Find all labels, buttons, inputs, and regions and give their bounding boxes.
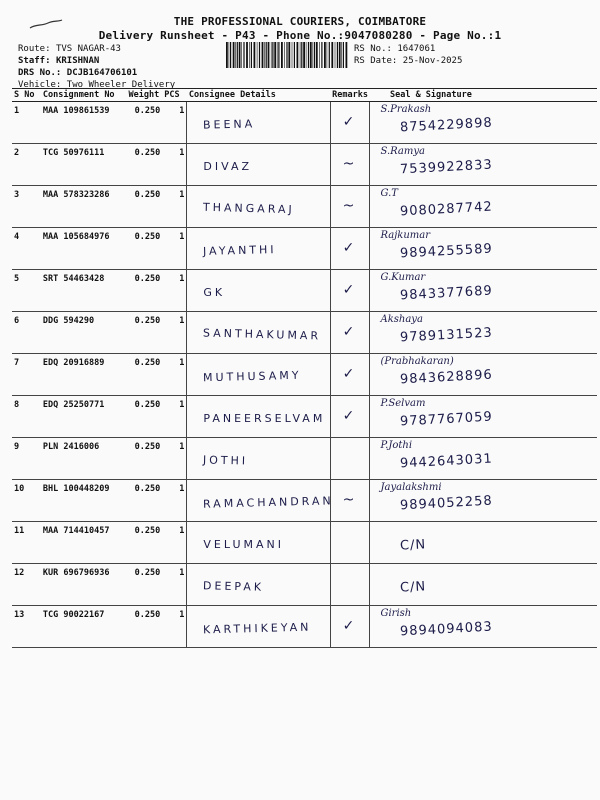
row-remarks-cell: [330, 354, 370, 396]
row-consignee-name: JAYANTHI: [203, 243, 278, 258]
runsheet-subtitle: Delivery Runsheet - P43 - Phone No.:9047080280 - Page No.:1: [98, 29, 502, 42]
barcode-bar: [306, 42, 307, 68]
barcode-bar: [308, 42, 309, 68]
barcode-bar: [316, 42, 318, 68]
barcode-bar: [346, 42, 348, 68]
barcode-bar: [297, 42, 299, 68]
barcode-image: [226, 42, 350, 68]
row-signature-name: S.Prakash: [380, 104, 432, 115]
row-consignment-no: MAA 578323286: [41, 186, 127, 228]
row-signature-phone: 9080287742: [400, 199, 494, 220]
table-row: [12, 270, 597, 312]
barcode-bar: [243, 42, 244, 68]
row-pcs: 1: [162, 228, 187, 270]
row-signature-phone: C/N: [400, 579, 428, 596]
row-consignment-no: MAA 109861539: [41, 102, 127, 144]
row-consignee-cell: [187, 606, 330, 648]
row-signature-name: Akshaya: [380, 314, 423, 325]
row-consignee-name: VELUMANI: [203, 538, 285, 551]
rs-no-value: 1647061: [397, 44, 436, 54]
row-signature-cell: [370, 186, 597, 228]
row-consignee-cell: [187, 396, 330, 438]
row-weight: 0.250: [126, 522, 162, 564]
rs-date-line: RS Date: 25-Nov-2025: [354, 56, 463, 66]
row-consignee-name: JOTHI: [203, 453, 249, 468]
barcode-bar: [278, 42, 279, 68]
row-sno: 7: [12, 354, 41, 396]
table-row: [12, 564, 597, 606]
row-signature-cell: [370, 354, 597, 396]
row-signature-cell: [370, 522, 597, 564]
row-signature-name: P.Jothi: [380, 440, 413, 451]
row-sno: 2: [12, 144, 41, 186]
row-weight: 0.250: [126, 564, 162, 606]
row-remark-mark: ✓: [342, 114, 355, 130]
header-seal-signature: Seal & Signature: [370, 89, 597, 102]
row-consignment-no: MAA 714410457: [41, 522, 127, 564]
row-consignee-name: SANTHAKUMAR: [203, 326, 322, 343]
row-remark-mark: ✓: [342, 618, 355, 634]
barcode-bar: [246, 42, 248, 68]
row-sno: 11: [12, 522, 41, 564]
row-remarks-cell: [330, 186, 370, 228]
row-sno: 8: [12, 396, 41, 438]
row-consignee-cell: [187, 354, 330, 396]
row-weight: 0.250: [126, 438, 162, 480]
row-remarks-cell: [330, 270, 370, 312]
header-consignee: Consignee Details: [187, 89, 330, 102]
row-signature-phone: 9894052258: [400, 493, 494, 514]
barcode-bar: [331, 42, 333, 68]
table-row: [12, 438, 597, 480]
row-signature-cell: [370, 438, 597, 480]
row-signature-name: G.T: [380, 188, 398, 199]
header-consignment: Consignment No: [41, 89, 127, 102]
row-signature-cell: [370, 270, 597, 312]
staff-value: KRISHNAN: [55, 56, 100, 66]
row-consignee-cell: [187, 312, 330, 354]
barcode-bar: [341, 42, 342, 68]
barcode-bar: [254, 42, 256, 68]
barcode-bar: [262, 42, 264, 68]
barcode-bar: [281, 42, 283, 68]
row-signature-phone: 9894255589: [400, 241, 494, 262]
row-pcs: 1: [162, 144, 187, 186]
row-sno: 4: [12, 228, 41, 270]
table-row: [12, 606, 597, 648]
barcode-bar: [251, 42, 252, 68]
row-consignee-cell: [187, 438, 330, 480]
row-remarks-cell: [330, 606, 370, 648]
row-sno: 12: [12, 564, 41, 606]
barcode-bar: [268, 42, 270, 68]
row-pcs: 1: [162, 396, 187, 438]
row-sno: 6: [12, 312, 41, 354]
row-signature-phone: 8754229898: [400, 115, 494, 136]
row-remark-mark: ✓: [342, 324, 355, 340]
barcode-bar: [300, 42, 301, 68]
barcode-bar: [329, 42, 330, 68]
barcode-bar: [226, 42, 228, 68]
row-consignment-no: KUR 696796936: [41, 564, 127, 606]
header-weight: Weight: [126, 89, 162, 102]
row-signature-name: Jayalakshmi: [380, 482, 442, 493]
row-pcs: 1: [162, 354, 187, 396]
row-signature-cell: [370, 102, 597, 144]
row-signature-name: P.Selvam: [380, 398, 426, 409]
row-remark-mark: ✓: [342, 282, 355, 298]
barcode-bar: [324, 42, 326, 68]
row-consignee-name: GK: [203, 286, 226, 299]
row-weight: 0.250: [126, 144, 162, 186]
row-pcs: 1: [162, 438, 187, 480]
barcode-bar: [259, 42, 260, 68]
table-row: [12, 354, 597, 396]
row-consignment-no: PLN 2416006: [41, 438, 127, 480]
row-signature-phone: C/N: [400, 537, 428, 554]
barcode-bar: [303, 42, 305, 68]
rs-date-value: 25-Nov-2025: [402, 56, 463, 66]
row-remarks-cell: [330, 228, 370, 270]
row-signature-phone: 7539922833: [400, 157, 494, 178]
barcode-bar: [286, 42, 287, 68]
barcode-bar: [335, 42, 336, 68]
row-pcs: 1: [162, 522, 187, 564]
row-signature-cell: [370, 564, 597, 606]
row-signature-phone: 9843377689: [400, 283, 494, 304]
row-remarks-cell: [330, 522, 370, 564]
barcode-bar: [241, 42, 242, 68]
row-consignment-no: TCG 90022167: [41, 606, 127, 648]
row-consignee-name: PANEERSELVAM: [203, 412, 326, 425]
barcode-bar: [229, 42, 230, 68]
drs-line: DRS No.: DCJB164706101: [18, 68, 138, 78]
row-signature-cell: [370, 228, 597, 270]
row-consignee-name: THANGARAJ: [203, 200, 296, 217]
row-signature-name: Rajkumar: [380, 230, 431, 241]
barcode-bar: [327, 42, 328, 68]
row-sno: 13: [12, 606, 41, 648]
row-consignee-name: DIVAZ: [203, 160, 253, 173]
row-signature-name: (Prabhakaran): [380, 356, 454, 367]
row-consignee-name: RAMACHANDRAN: [203, 494, 335, 511]
header-sno: S No: [12, 89, 41, 102]
barcode-bar: [339, 42, 341, 68]
row-consignee-name: MUTHUSAMY: [203, 368, 303, 385]
row-signature-cell: [370, 144, 597, 186]
route-value: TVS NAGAR-43: [55, 44, 121, 54]
barcode-bar: [277, 42, 278, 68]
table-row: [12, 480, 597, 522]
row-consignee-cell: [187, 480, 335, 522]
barcode-bar: [239, 42, 241, 68]
row-pcs: 1: [162, 270, 187, 312]
vehicle-value: Two Wheeler Delivery: [66, 80, 176, 90]
barcode-bar: [266, 42, 267, 68]
row-pcs: 1: [162, 480, 187, 522]
row-weight: 0.250: [126, 228, 162, 270]
company-title: THE PROFESSIONAL COURIERS, COIMBATORE: [173, 15, 427, 28]
barcode-bar: [314, 42, 315, 68]
row-sno: 10: [12, 480, 41, 522]
row-signature-cell: [370, 312, 597, 354]
row-remarks-cell: [330, 480, 370, 522]
row-sno: 1: [12, 102, 41, 144]
row-remark-mark: ✓: [342, 408, 355, 424]
row-signature-phone: 9787767059: [400, 409, 494, 430]
row-consignment-no: EDQ 25250771: [41, 396, 127, 438]
row-weight: 0.250: [126, 186, 162, 228]
drs-value: DCJB164706101: [66, 68, 138, 78]
table-row: [12, 144, 597, 186]
row-sno: 3: [12, 186, 41, 228]
row-sno: 5: [12, 270, 41, 312]
barcode-bar: [233, 42, 235, 68]
row-remarks-cell: [330, 102, 370, 144]
row-remarks-cell: [330, 438, 370, 480]
barcode-bar: [294, 42, 295, 68]
row-remarks-cell: [330, 564, 370, 606]
row-remark-mark: ✓: [342, 240, 355, 256]
barcode-bar: [272, 42, 273, 68]
row-pcs: 1: [162, 312, 187, 354]
rs-no-line: RS No.: 1647061: [354, 44, 436, 54]
row-weight: 0.250: [126, 480, 162, 522]
row-consignment-no: BHL 100448209: [41, 480, 127, 522]
table-header-row: [12, 89, 597, 102]
barcode-bar: [288, 42, 290, 68]
row-consignment-no: EDQ 20916889: [41, 354, 127, 396]
row-signature-cell: [370, 480, 597, 522]
row-remark-mark: ~: [342, 156, 355, 172]
barcode-bar: [321, 42, 322, 68]
row-consignee-cell: [187, 186, 330, 228]
staff-line: Staff: KRISHNAN: [18, 56, 100, 66]
row-consignee-cell: [187, 522, 330, 564]
row-pcs: 1: [162, 102, 187, 144]
row-weight: 0.250: [126, 102, 162, 144]
row-remark-mark: ~: [342, 492, 355, 508]
row-signature-phone: 9789131523: [400, 325, 494, 346]
row-signature-name: Girish: [380, 608, 412, 619]
table-row: [12, 312, 597, 354]
row-weight: 0.250: [126, 354, 162, 396]
row-signature-cell: [370, 396, 597, 438]
header-remarks: Remarks: [332, 90, 368, 100]
row-remarks-cell: [330, 312, 370, 354]
row-remark-mark: ✓: [342, 366, 355, 382]
barcode-bar: [235, 42, 236, 68]
row-signature-name: G.Kumar: [380, 272, 426, 283]
barcode-bar: [264, 42, 265, 68]
barcode-bar: [237, 42, 238, 68]
barcode-bar: [271, 42, 272, 68]
barcode-bar: [230, 42, 231, 68]
meta-left: [18, 43, 175, 91]
row-consignee-cell: [187, 102, 330, 144]
table-row: [12, 396, 597, 438]
vehicle-line: Vehicle: Two Wheeler Delivery: [18, 80, 176, 90]
row-consignee-cell: [187, 144, 330, 186]
row-consignment-no: TCG 50976111: [41, 144, 127, 186]
row-weight: 0.250: [126, 270, 162, 312]
barcode-bar: [301, 42, 302, 68]
row-signature-phone: 9843628896: [400, 367, 494, 388]
row-remark-mark: ~: [342, 198, 355, 214]
row-weight: 0.250: [126, 312, 162, 354]
row-consignee-name: DEEPAK: [203, 579, 265, 594]
row-signature-name: S.Ramya: [380, 146, 425, 157]
table-row: [12, 186, 597, 228]
runsheet-table: [12, 88, 597, 648]
barcode-bar: [274, 42, 276, 68]
row-pcs: 1: [162, 564, 187, 606]
barcode-bar: [319, 42, 320, 68]
route-line: Route: TVS NAGAR-43: [18, 44, 121, 54]
barcode-bar: [310, 42, 312, 68]
header-pcs: PCS: [162, 89, 187, 102]
row-consignee-name: KARTHIKEYAN: [203, 620, 312, 637]
row-consignment-no: SRT 54463428: [41, 270, 127, 312]
row-signature-phone: 9442643031: [400, 451, 494, 472]
barcode-bar: [257, 42, 258, 68]
barcode-bar: [292, 42, 293, 68]
row-consignee-cell: [187, 270, 330, 312]
row-pcs: 1: [162, 606, 187, 648]
row-consignee-name: BEENA: [203, 117, 256, 132]
row-consignee-cell: [187, 228, 330, 270]
row-weight: 0.250: [126, 396, 162, 438]
row-sno: 9: [12, 438, 41, 480]
table-row: [12, 102, 597, 144]
table-row: [12, 228, 597, 270]
barcode-bar: [249, 42, 250, 68]
row-weight: 0.250: [126, 606, 162, 648]
row-remarks-cell: [330, 396, 370, 438]
barcode-bar: [313, 42, 314, 68]
row-consignee-cell: [187, 564, 330, 606]
row-pcs: 1: [162, 186, 187, 228]
barcode-bar: [337, 42, 338, 68]
row-consignment-no: MAA 105684976: [41, 228, 127, 270]
meta-right: [354, 43, 462, 67]
row-signature-cell: [370, 606, 597, 648]
row-signature-phone: 9894094083: [400, 619, 494, 640]
row-consignment-no: DDG 594290: [41, 312, 127, 354]
row-remarks-cell: [330, 144, 370, 186]
barcode-bar: [284, 42, 285, 68]
barcode-bar: [343, 42, 344, 68]
table-row: [12, 522, 597, 564]
